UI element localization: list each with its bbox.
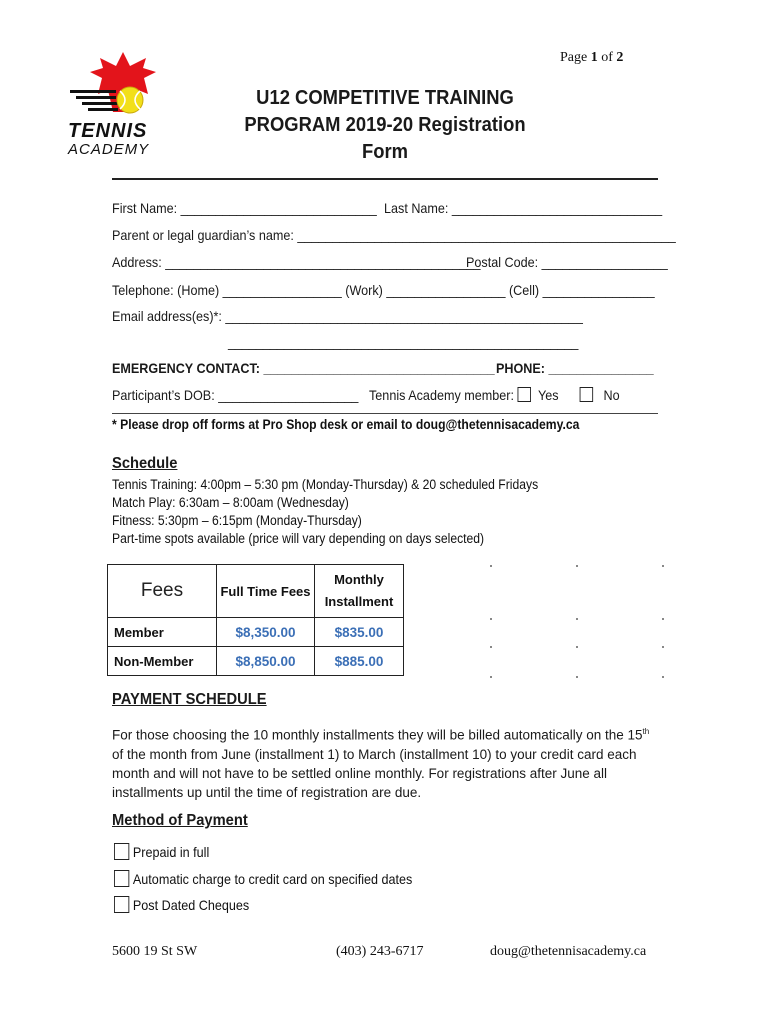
emergency-phone-field[interactable]: PHONE: _______________ — [496, 360, 654, 376]
payment-option-prepaid[interactable] — [114, 843, 209, 860]
payment-text-sup: th — [642, 727, 650, 736]
table-row — [108, 618, 404, 647]
scan-dot — [576, 565, 578, 567]
schedule-line: Match Play: 6:30am – 8:00am (Wednesday) — [112, 495, 349, 510]
page-current: 1 — [590, 50, 598, 65]
payment-schedule-text — [112, 722, 662, 802]
prepaid-checkbox[interactable] — [114, 843, 129, 860]
scan-dot — [490, 565, 492, 567]
monthly-header-line-1: Monthly — [334, 572, 384, 587]
title-line-2: PROGRAM 2019-20 Registration — [244, 114, 526, 136]
footer-phone: (403) 243-6717 — [336, 944, 424, 959]
scan-dot — [576, 676, 578, 678]
monthly-fee: $885.00 — [315, 647, 404, 676]
footer-address: 5600 19 St SW — [112, 944, 198, 959]
monthly-installment-header — [315, 565, 404, 618]
monthly-header-line-2: Installment — [324, 594, 394, 609]
page-label: Page — [560, 50, 588, 65]
schedule-heading: Schedule — [112, 455, 178, 472]
header-divider — [112, 178, 658, 180]
full-time-fee: $8,850.00 — [217, 647, 315, 676]
first-name-field[interactable]: First Name: ____________________________ — [112, 200, 377, 216]
payment-schedule-heading: PAYMENT SCHEDULE — [112, 691, 267, 708]
member-question — [369, 387, 620, 403]
schedule-line: Part-time spots available (price will vary depending on days selected) — [112, 531, 485, 546]
form-divider — [112, 413, 658, 414]
address-field[interactable]: Address: _____________________________________________ — [112, 254, 481, 270]
member-yes-checkbox[interactable] — [517, 387, 531, 402]
payment-text-part-2: of the month from June (installment 1) to March (installment 10) to your credit card each month and will not have to be settled online monthly. For registrations after June all installments up until the time of registration are due. — [112, 746, 637, 800]
dob-field[interactable]: Participant’s DOB: ____________________ — [112, 387, 359, 403]
scan-dot — [662, 618, 664, 620]
fees-label: Fees — [108, 565, 217, 618]
emergency-contact-field[interactable]: EMERGENCY CONTACT: _________________________________ — [112, 360, 495, 376]
monthly-fee: $835.00 — [315, 618, 404, 647]
dropoff-note: * Please drop off forms at Pro Shop desk or email to doug@thetennisacademy.ca — [112, 417, 580, 432]
payment-option-cheques[interactable] — [114, 896, 249, 913]
schedule-list — [112, 476, 586, 548]
title-line-1: U12 COMPETITIVE TRAINING — [256, 87, 514, 109]
table-row — [108, 647, 404, 676]
telephone-field[interactable]: Telephone: (Home) _________________ (Work) _________________ (Cell) ________________ — [112, 282, 655, 298]
member-no-checkbox[interactable] — [580, 387, 594, 402]
payment-text-part-1: For those choosing the 10 monthly installments they will be billed automatically on the 15 — [112, 727, 643, 743]
email-field-line-2[interactable]: __________________________________________________ — [228, 334, 579, 350]
scan-dot — [490, 676, 492, 678]
scan-dot — [662, 646, 664, 648]
full-time-fee: $8,350.00 — [217, 618, 315, 647]
row-label: Member — [108, 618, 217, 647]
scan-dot — [662, 565, 664, 567]
schedule-line: Fitness: 5:30pm – 6:15pm (Monday-Thursday) — [112, 513, 362, 528]
title-line-3: Form — [362, 141, 408, 163]
schedule-line: Tennis Training: 4:00pm – 5:30 pm (Monday-Thursday) & 20 scheduled Fridays — [112, 477, 539, 492]
page-number — [560, 50, 623, 66]
fees-table — [107, 564, 404, 676]
tennis-academy-logo — [68, 50, 218, 160]
scan-dot — [490, 618, 492, 620]
cheques-checkbox[interactable] — [114, 896, 129, 913]
auto-charge-checkbox[interactable] — [114, 870, 129, 887]
method-of-payment-heading: Method of Payment — [112, 812, 248, 829]
member-no-label: No — [603, 387, 620, 403]
full-time-fees-header: Full Time Fees — [217, 565, 315, 618]
member-question-label: Tennis Academy member: — [369, 387, 514, 403]
page-of: of — [601, 50, 613, 65]
last-name-field[interactable]: Last Name: ______________________________ — [384, 200, 663, 216]
logo-text-academy: ACADEMY — [68, 141, 150, 158]
guardian-name-field[interactable]: Parent or legal guardian’s name: ______________________________________________________ — [112, 227, 676, 243]
scan-dot — [576, 646, 578, 648]
member-yes-label: Yes — [537, 387, 559, 403]
postal-code-field[interactable]: Postal Code: __________________ — [466, 254, 668, 270]
cheques-label: Post Dated Cheques — [132, 897, 250, 913]
payment-option-auto-charge[interactable] — [114, 870, 412, 887]
scan-dot — [490, 646, 492, 648]
footer-email[interactable]: doug@thetennisacademy.ca — [490, 944, 647, 959]
scan-dot — [662, 676, 664, 678]
email-field[interactable]: Email address(es)*: ___________________________________________________ — [112, 308, 583, 324]
page-total: 2 — [616, 50, 624, 65]
prepaid-label: Prepaid in full — [132, 844, 210, 860]
page-title — [238, 85, 532, 166]
scan-dot — [576, 618, 578, 620]
auto-charge-label: Automatic charge to credit card on specified dates — [132, 871, 413, 887]
logo-text-tennis: TENNIS — [68, 120, 148, 142]
row-label: Non-Member — [108, 647, 217, 676]
